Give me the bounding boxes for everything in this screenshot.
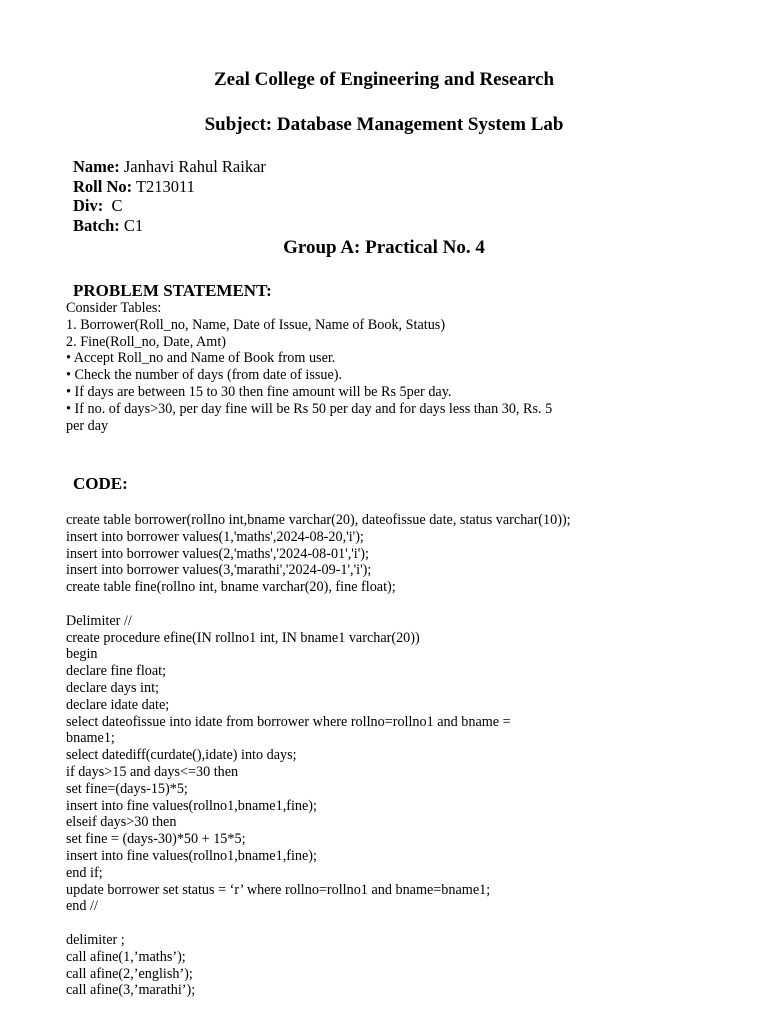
problem-line: 2. Fine(Roll_no, Date, Amt): [66, 333, 226, 350]
div-row: [73, 196, 266, 216]
student-info: [73, 157, 266, 235]
code-line: bname1;: [66, 730, 115, 747]
practical-title-text: Group A: Practical No. 4: [283, 237, 485, 258]
code-line: insert into fine values(rollno1,bname1,fine);: [66, 847, 317, 864]
div-value: C: [103, 196, 123, 215]
batch-value: C1: [119, 215, 144, 235]
code-line: create table borrower(rollno int,bname varchar(20), dateofissue date, status varchar(10));: [66, 512, 571, 528]
batch-label: Batch:: [73, 215, 120, 235]
code-line: elseif days>30 then: [66, 814, 177, 831]
code-line: insert into borrower values(3,'marathi','2024-09-1','i');: [66, 562, 372, 579]
code-line: call afine(3,’marathi’);: [66, 982, 196, 999]
name-value: Janhavi Rahul Raikar: [119, 157, 266, 176]
roll-no-row: [73, 177, 266, 197]
code-line: [66, 915, 706, 932]
code-line: create table fine(rollno int, bname varchar(20), fine float);: [66, 579, 396, 596]
code-line: set fine = (days-30)*50 + 15*5;: [66, 831, 246, 848]
problem-line: • Check the number of days (from date of issue).: [66, 367, 343, 384]
code-body: [66, 512, 706, 999]
code-line: [66, 596, 706, 613]
name-label: Name:: [73, 157, 120, 176]
problem-line: • Accept Roll_no and Name of Book from user.: [66, 350, 336, 367]
roll-no-label: Roll No:: [73, 176, 133, 196]
problem-line: per day: [66, 417, 109, 434]
code-line: declare days int;: [66, 679, 159, 696]
code-line: insert into fine values(rollno1,bname1,fine);: [66, 797, 317, 814]
college-title: Zeal College of Engineering and Research: [213, 69, 555, 90]
code-line: select dateofissue into idate from borrower where rollno=rollno1 and bname =: [66, 713, 511, 730]
code-line: end //: [66, 898, 98, 915]
code-line: declare fine float;: [66, 663, 167, 680]
code-line: insert into borrower values(2,'maths','2024-08-01','i');: [66, 545, 369, 562]
code-heading: CODE:: [73, 474, 128, 493]
code-line: insert into borrower values(1,'maths',2024-08-20,'i');: [66, 528, 364, 545]
code-line: delimiter ;: [66, 931, 125, 948]
code-line: call afine(2,’english’);: [66, 965, 193, 982]
code-line: end if;: [66, 864, 103, 881]
code-line: select datediff(curdate(),idate) into days;: [66, 747, 297, 764]
problem-line: • If days are between 15 to 30 then fine amount will be Rs 5per day.: [66, 383, 452, 400]
student-name-row: [73, 157, 266, 177]
problem-line: • If no. of days>30, per day fine will be Rs 50 per day and for days less than 30, Rs. 5: [66, 400, 553, 417]
problem-line: Consider Tables:: [66, 300, 162, 316]
problem-line: 1. Borrower(Roll_no, Name, Date of Issue, Name of Book, Status): [66, 316, 446, 333]
code-line: create procedure efine(IN rollno1 int, IN bname1 varchar(20)): [66, 629, 420, 646]
problem-statement-body: [66, 300, 626, 434]
code-line: call afine(1,’maths’);: [66, 948, 186, 965]
problem-statement-heading: PROBLEM STATEMENT:: [73, 281, 272, 300]
div-label: Div:: [73, 196, 104, 215]
code-line: Delimiter //: [66, 612, 132, 629]
practical-title: [0, 236, 768, 260]
code-line: declare idate date;: [66, 696, 170, 713]
code-line: set fine=(days-15)*5;: [66, 780, 188, 797]
subject-title: Subject: Database Management System Lab: [204, 114, 564, 135]
roll-no-value: T213011: [132, 176, 195, 196]
code-line: if days>15 and days<=30 then: [66, 763, 239, 780]
code-line: begin: [66, 646, 98, 663]
batch-row: [73, 216, 266, 236]
code-line: update borrower set status = ‘r’ where rollno=rollno1 and bname=bname1;: [66, 881, 491, 898]
